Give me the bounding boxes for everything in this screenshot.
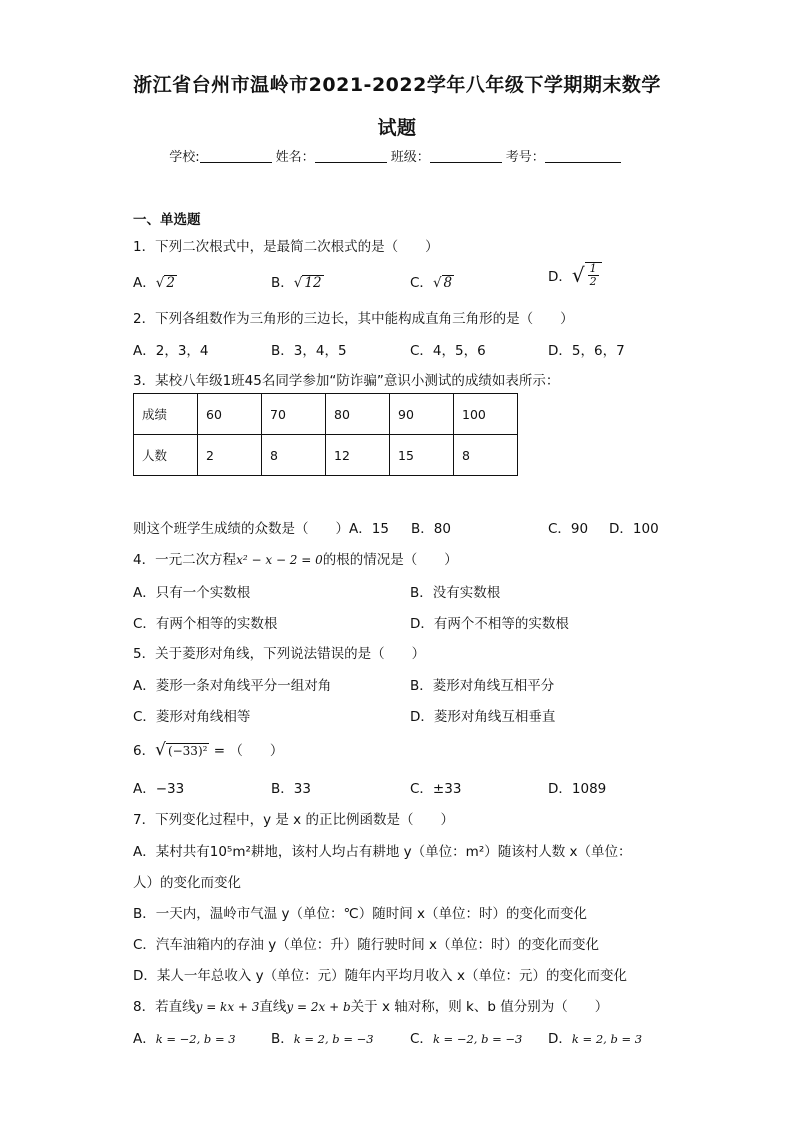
table-cell: 100 xyxy=(454,394,518,435)
q8-option-d xyxy=(548,1027,642,1047)
q6-stem-prefix: 6． xyxy=(133,743,156,759)
q2-option-d: D．5，6，7 xyxy=(548,343,625,359)
table-cell: 8 xyxy=(454,435,518,476)
q1-option-b: B．√ 12 xyxy=(271,275,322,291)
table-cell: 8 xyxy=(262,435,326,476)
number-label: 考号： xyxy=(505,150,545,165)
q2-option-a: A．2，3，4 xyxy=(133,343,209,359)
q4-stem-prefix: 4．一元二次方程 xyxy=(133,552,237,568)
q4-option-d: D．有两个不相等的实数根 xyxy=(410,616,569,632)
table-cell: 60 xyxy=(198,394,262,435)
q8-line1: y = kx + 3 xyxy=(195,1000,260,1014)
question-6-stem: 6．√ (−33)² = （ ） xyxy=(133,740,284,760)
school-label: 学校: xyxy=(169,150,200,165)
q6-option-b: B．33 xyxy=(271,781,311,797)
q8-a-math: k = −2, b = 3 xyxy=(155,1032,236,1046)
school-blank[interactable] xyxy=(200,148,272,163)
table-cell: 2 xyxy=(198,435,262,476)
q1-option-d: D．√ $\frac{1}{2}$ xyxy=(548,262,602,288)
question-2-stem: 2．下列各组数作为三角形的三边长，其中能构成直角三角形的是（ ） xyxy=(133,311,574,327)
q5-option-a: A．菱形一条对角线平分一组对角 xyxy=(133,678,332,694)
q8-a-label: A． xyxy=(133,1031,156,1047)
q8-c-math: k = −2, b = −3 xyxy=(432,1032,523,1046)
q5-option-b: B．菱形对角线互相平分 xyxy=(410,678,555,694)
q4-option-b: B．没有实数根 xyxy=(410,585,501,601)
q6-option-a: A．−33 xyxy=(133,781,185,797)
q6-stem-suffix: = （ ） xyxy=(209,743,284,759)
question-8-stem xyxy=(133,995,608,1015)
q2-option-b: B．3，4，5 xyxy=(271,343,347,359)
score-table xyxy=(133,393,518,476)
q8-option-a xyxy=(133,1027,236,1047)
q7-option-c: C．汽车油箱内的存油 y（单位：升）随行驶时间 x（单位：时）的变化而变化 xyxy=(133,937,599,953)
q8-option-c xyxy=(410,1027,522,1047)
table-cell: 成绩 xyxy=(134,394,198,435)
q1-option-a: A．√ 2 xyxy=(133,275,175,291)
q7-option-a-line1: A．某村共有10⁵m²耕地，该村人均占有耕地 y（单位：m²）随该村人数 x（单位： xyxy=(133,844,632,860)
q1-d-denominator: 2 xyxy=(589,275,597,288)
class-label: 班级： xyxy=(390,150,430,165)
table-row xyxy=(134,435,518,476)
q1-option-c: C．√ 8 xyxy=(410,275,453,291)
q6-option-c: C．±33 xyxy=(410,781,462,797)
q1-b-radicand: 12 xyxy=(304,275,322,291)
q6-option-d: D．1089 xyxy=(548,781,607,797)
q8-stem-mid: 直线 xyxy=(259,999,287,1015)
q8-b-math: k = 2, b = −3 xyxy=(293,1032,374,1046)
q4-option-a: A．只有一个实数根 xyxy=(133,585,251,601)
q4-option-c: C．有两个相等的实数根 xyxy=(133,616,278,632)
q8-c-label: C． xyxy=(410,1031,433,1047)
student-info-line xyxy=(0,146,794,165)
q7-option-b: B．一天内，温岭市气温 y（单位：℃）随时间 x（单位：时）的变化而变化 xyxy=(133,906,587,922)
q1-a-label: A． xyxy=(133,275,156,291)
q1-d-numerator: 1 xyxy=(589,262,597,275)
question-7-stem: 7．下列变化过程中，y 是 x 的正比例函数是（ ） xyxy=(133,812,454,828)
q7-option-a-line2: 人）的变化而变化 xyxy=(133,875,241,891)
class-blank[interactable] xyxy=(430,148,502,163)
table-cell: 15 xyxy=(390,435,454,476)
name-label: 姓名： xyxy=(275,150,315,165)
q8-line2: y = 2x + b xyxy=(286,1000,351,1014)
q3-option-c: C．90 xyxy=(548,521,589,537)
table-cell: 12 xyxy=(326,435,390,476)
q5-option-c: C．菱形对角线相等 xyxy=(133,709,251,725)
q3-option-b: B．80 xyxy=(411,521,451,537)
table-cell: 人数 xyxy=(134,435,198,476)
question-3-stem: 3．某校八年级1班45名同学参加“防诈骗”意识小测试的成绩如表所示： xyxy=(133,373,560,389)
q4-stem-suffix: 的根的情况是（ ） xyxy=(322,552,458,568)
q1-c-radicand: 8 xyxy=(443,275,453,291)
q8-d-math: k = 2, b = 3 xyxy=(571,1032,643,1046)
name-blank[interactable] xyxy=(315,148,387,163)
q6-radicand: (−33)² xyxy=(167,744,208,758)
table-cell: 90 xyxy=(390,394,454,435)
q1-d-label: D． xyxy=(548,269,572,285)
q8-stem-suffix: 关于 x 轴对称，则 k、b 值分别为（ ） xyxy=(350,999,609,1015)
table-row xyxy=(134,394,518,435)
number-blank[interactable] xyxy=(545,148,621,163)
q7-option-d: D．某人一年总收入 y（单位：元）随年内平均月收入 x（单位：元）的变化而变化 xyxy=(133,968,627,984)
q8-option-b xyxy=(271,1027,374,1047)
q8-d-label: D． xyxy=(548,1031,572,1047)
exam-title-line1: 浙江省台州市温岭市2021-2022学年八年级下学期期末数学 xyxy=(133,74,661,96)
question-4-stem xyxy=(133,548,458,568)
q1-b-label: B． xyxy=(271,275,294,291)
q1-a-radicand: 2 xyxy=(166,275,175,291)
q5-option-d: D．菱形对角线互相垂直 xyxy=(410,709,556,725)
table-cell: 70 xyxy=(262,394,326,435)
question-3-follow: 则这个班学生成绩的众数是（ ）A．15 xyxy=(133,521,389,537)
q1-d-fraction xyxy=(585,262,602,288)
question-1-stem: 1．下列二次根式中，是最简二次根式的是（ ） xyxy=(133,239,439,255)
q4-equation: x² − x − 2 = 0 xyxy=(236,553,323,567)
table-cell: 80 xyxy=(326,394,390,435)
q2-option-c: C．4，5，6 xyxy=(410,343,486,359)
q8-b-label: B． xyxy=(271,1031,294,1047)
question-5-stem: 5．关于菱形对角线，下列说法错误的是（ ） xyxy=(133,646,426,662)
section-heading: 一、单选题 xyxy=(133,212,201,228)
q1-c-label: C． xyxy=(410,275,433,291)
q8-stem-prefix: 8．若直线 xyxy=(133,999,196,1015)
q3-option-d: D．100 xyxy=(609,521,659,537)
exam-title-line2: 试题 xyxy=(377,117,417,139)
